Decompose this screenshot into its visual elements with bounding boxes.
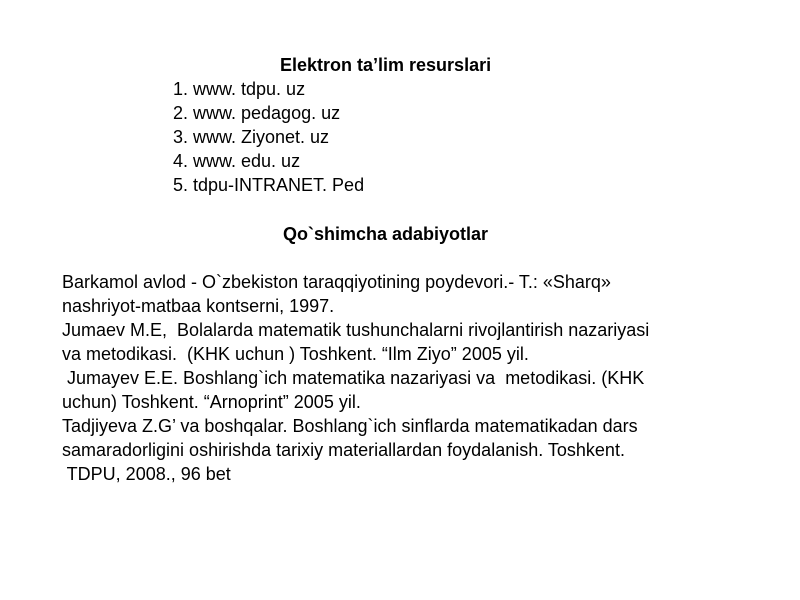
bibliography-line: TDPU, 2008., 96 bet (62, 464, 231, 484)
resource-item: 3. www. Ziyonet. uz (173, 127, 330, 147)
bibliography-line: va metodikasi. (KHK uchun ) Toshkent. “Ilm Ziyo” 2005 yil. (62, 344, 529, 364)
bibliography-line: nashriyot-matbaa kontserni, 1997. (62, 296, 335, 316)
bibliography-line: uchun) Toshkent. “Arnoprint” 2005 yil. (62, 392, 361, 412)
bibliography-line: Tadjiyeva Z.G’ va boshqalar. Boshlang`ich sinflarda matematikadan dars (62, 416, 638, 436)
bibliography-line: Jumaev M.E, Bolalarda matematik tushunchalarni rivojlantirish nazariyasi (62, 320, 650, 340)
bibliography-line: samaradorligini oshirishda tarixiy materiallardan foydalanish. Toshkent. (62, 440, 625, 460)
bibliography (62, 270, 762, 486)
additional-literature-heading: Qo`shimcha adabiyotlar (283, 224, 489, 244)
bibliography-line: Jumayev E.E. Boshlang`ich matematika nazariyasi va metodikasi. (KHK (62, 368, 645, 388)
resource-item: 1. www. tdpu. uz (173, 79, 306, 99)
resources-heading: Elektron ta’lim resurslari (280, 55, 492, 75)
bibliography-line: Barkamol avlod - O`zbekiston taraqqiyotining poydevori.- T.: «Sharq» (62, 272, 611, 292)
resource-item: 4. www. edu. uz (173, 151, 301, 171)
resources-list (173, 77, 364, 197)
resource-item: 5. tdpu-INTRANET. Ped (173, 175, 365, 195)
resource-item: 2. www. pedagog. uz (173, 103, 341, 123)
